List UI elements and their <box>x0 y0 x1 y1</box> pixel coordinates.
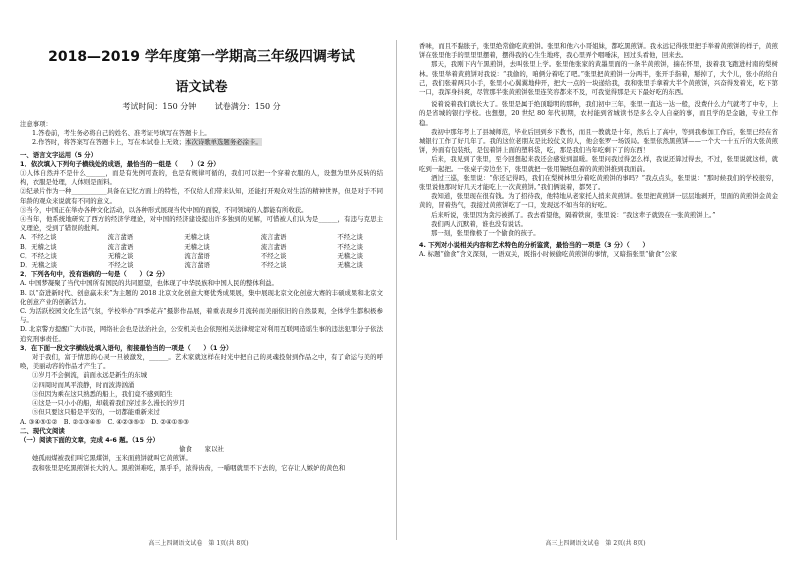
story-paragraph-2: 我和张里是吃黑煎饼长大的人。黑煎饼难吃，黑乎乎，浓得齿齿，一嚼咽就里不下去的，它存让人嫉妒的黄色和 <box>32 463 346 472</box>
story-paragraph-1: 她孤雨煤被我们叫它黑煤饼，玉米面煎饼就叫它黄煎饼。 <box>32 454 192 463</box>
notice-heading: 注意事项： <box>20 120 52 128</box>
exam-meta <box>20 101 383 112</box>
page-footer-right: 高三上四调语文试卷 第 2页(共 8页) <box>545 540 646 547</box>
q3-item-1: ①岁月不会倒流，前面永远是新生的东城 <box>32 371 148 380</box>
question-4: 4. 下列对小说相关内容和艺术特色的分析鉴赏，最恰当的一项是（3 分）（ ） <box>419 241 649 250</box>
story-paragraph-r8: 后来听说，张里因为贪污被抓了。我去看望他，隔着铁窗，张里说：“我这辈子就毁在一张黄煎饼上。” <box>431 210 716 219</box>
story-paragraph-r6: 酒过三巡，张里说：“你还记得吗，我们在梨树林里分着吃黄煎饼的事吗？”我点点头，张里说：“那时候我们的学校很穷，张里说他那时好几天才能吃上一次黄煎饼。”我们俩说着，都哭了。 <box>419 173 778 192</box>
notice-item-2 <box>20 138 383 147</box>
page-footer-left: 高三上四调语文试卷 第 1页(共 8页) <box>148 540 249 547</box>
right-page <box>397 0 794 561</box>
story-paragraph-r5: 后来，我见到了张里，至今回想起来我还会感觉到温暖。张里问我过得怎么样，我说还算过得去，不过，张里说就这样，就吃到一起把。一张桌子旁边坐下，张里就把一张用锡纸包着的黄煎饼推到我面前。 <box>419 155 778 173</box>
q3-item-4: ④这是一只小小的船，却载着我们穿过多么漫长的岁月 <box>32 399 186 408</box>
notice-item-2-text: 2.作答时，将答案写在答题卡上，写在本试卷上无效； <box>32 138 186 147</box>
exam-title: 2018—2019 学年度第一学期高三年级四调考试 <box>48 49 355 65</box>
q1-option-d: D．无稽之谈 不经之谈 流言蜚语 不经之谈 无稽之谈 <box>20 261 363 270</box>
exam-time: 考试时间：150 分钟 <box>122 102 197 111</box>
story-paragraph-r2: 那天，我刚下内午黑煎饼，去叫张里上学。张里他张家的黄墨里面的一条半黄煎饼，揣在怀里，拔着我飞跑进村南的梨树林。张里举着黄煎饼对我说：“我偷的，咱俩分着吃了吧。”张里把黄煎饼一分两半，张开手指着，掰掉了，大个儿，张小的给自己，我们张着两只小手，张里小心翼翼地伸开，把大一点的一块递给我，我和张里手拿着大半个黄煎饼，兴奋得发着光，吃下第一口，我浑身抖爽，尽管那半张黄煎饼张里连笑容都来不及，可我觉得那是天下最好吃的东西。 <box>419 60 778 97</box>
q1-sentence-2: ②纪录片作为一种___________具备在记忆方面上的特性，不仅给人们带来认知，还能打开观众对生活的精神世界，但是对于不同年龄的观众来说就有不同的意义。 <box>20 187 383 205</box>
q1-option-c: C．不经之谈 无稽之谈 流言蜚语 不经之谈 无稽之谈 <box>20 251 363 260</box>
q2-option-d: D. 北京警方提醒广大市民，网络社会也是法治社会，公安机关也会依照相关法律规定对利用互联网造谣生事的违法犯罪分子依法追究刑事责任。 <box>20 325 383 343</box>
story-paragraph-r4: 我初中那年考上了县城师范，毕业后回到乡下教书，而且一教就是十年，然后上了高中，等到我参加工作后，张里已经在省城银行工作了好几年了。我的这位老朋友是比较仗义的人，他会张罗一场饭局。张里依然黑煎饼——一个大一十五斤的大张黄煎饼，外面有包装纸，是包着饼上面的塑料袋，吃，那是我们当年吃剩下了的东西！ <box>419 127 778 155</box>
q2-option-a: A. 中国梦凝聚了当代中国所有国民的共同愿望，也体现了中华民族和中国人民的整体利益。 <box>20 279 278 288</box>
q4-option-a: A. 标题“偷食”含义深刻，一语双关，既指小时候偷吃黄煎饼的事情，又暗指张里“偷食”公家 <box>419 250 678 259</box>
q1-option-b: B．无稽之谈 流言蜚语 无稽之谈 流言蜚语 不经之谈 <box>20 242 363 251</box>
q1-sentence-4: ④当年，他系统地研究了西方的经济学理论，对中国的经济建设提出许多独到的见解，可惜被人们认为是______，有违与克思主义理论，受到了错误的批判。 <box>20 215 383 233</box>
section-1-title: 一、语言文字运用（5 分） <box>20 150 97 159</box>
story-title: 偷食 家以社 <box>179 445 224 454</box>
question-2: 2．下列各句中，没有语病的一句是（ ）（2 分） <box>20 270 169 279</box>
q3-choices: A. ③④⑤①② B. ②①③④⑤ C. ④②③⑤① D. ②④①⑤③ <box>20 417 189 426</box>
section-2-title: 二、现代文阅读 <box>20 426 65 435</box>
notice-item-1: 1.答卷前，考生务必将自己的姓名、准考证号填写在答题卡上。 <box>32 129 211 138</box>
story-paragraph-r10: 那一刻，张里像极了一个偷食的孩子。 <box>431 229 540 238</box>
notice-item-2-highlight: 本次诗歌单选题务必涂卡。 <box>185 138 262 147</box>
q1-sentence-1: ①人体自然并不是什么______，而是有先例可查的，也是有规律可循的，我们可以把一个穿着衣服的人，设想为里外反转的结构，衣服是处理，人体则是面料。 <box>20 169 383 187</box>
story-paragraph-r7: 我知道，张里现在很有钱。为了招待我，他特地从老家托人捎来黄煎饼。张里把黄煎饼一层层地剥开，里面的黄煎饼金黄金黄的，冒着热气，我接过黄煎饼吃了一口，发现远不如当年的好吃。 <box>419 192 778 210</box>
section-2-subtitle: （一）阅读下面的文章，完成 4-6 题。（15 分） <box>20 435 159 444</box>
q1-sentence-3: ③当今，中国正在举办各种文化活动，以各种形式展现当代中国的面貌，不同领域的人都能有所收获。 <box>20 205 308 214</box>
q2-option-c: C. 为活跃校园文化生活气氛，学校举办“四季花卉”摄影作品展，着重表现乡月流转而美丽依旧的自然景观，全体学生都积极参与。 <box>20 307 383 325</box>
exam-score: 试卷满分：150 分 <box>214 102 281 111</box>
q3-item-2: ②四周时而风平浪静，时而波涛汹涌 <box>32 380 135 389</box>
q3-item-5: ⑤但只要这只船是平安的，一切都能重新来过 <box>32 408 160 417</box>
question-1: 1．依次填入下列句子横线处的成语，最恰当的一组是（ ）（2 分） <box>20 159 220 168</box>
story-paragraph-r9: 我们两人沉默着，谁也没有说话。 <box>431 219 527 228</box>
q3-text: 对于我们，富于情思的心灵一旦被激发，______。艺术家就这样在时光中把自己的灵魂投射到作品之中，有了命运与美的呼唤，美丽动容的作品才产生了。 <box>20 353 383 371</box>
q2-option-b: B. 以“奋进新时代、创意赢未来”为主题的 2018 北京文化创意大赛优秀成果展，集中展现北京文化创意大赛的丰硕成果和北京文化创意产业的创新活力。 <box>20 288 383 306</box>
question-3: 3．在下面一段文字横线处填入语句，衔接最恰当的一项是（ ）（1 分） <box>20 343 233 352</box>
story-paragraph-r1: 香味，而且不黏胀子，张里绝常偷吃黄煎饼。张里和他六小哥姐妹，都吃黑煎饼。我永远记得张里把手举着黄煎饼的样子，黄煎饼在张里他手的里里里摆着，摆得我的心生生地疼，我心里弄个咽唾沫，回过头看他，回来去。 <box>419 42 778 60</box>
q1-option-a: A．不经之谈 流言蜚语 无稽之谈 流言蜚语 不经之谈 <box>20 233 363 242</box>
story-paragraph-r3: 说着说着我们就长大了。张里是属于绝顶聪明的那种，我们初中三年，张里一直达一达一般，没费什么力气就考了中专，上的是省城的银行学校。也想想，20 世纪 80 年代初期，农村能到省城读书是多么令人自豪的事，而且学的是金融，专业工作稳。 <box>419 100 778 127</box>
exam-subject: 语文试卷 <box>175 80 228 95</box>
q3-item-3: ③但因为乘在这只熟悉的船上，我们竟不感到陌生 <box>32 389 173 398</box>
